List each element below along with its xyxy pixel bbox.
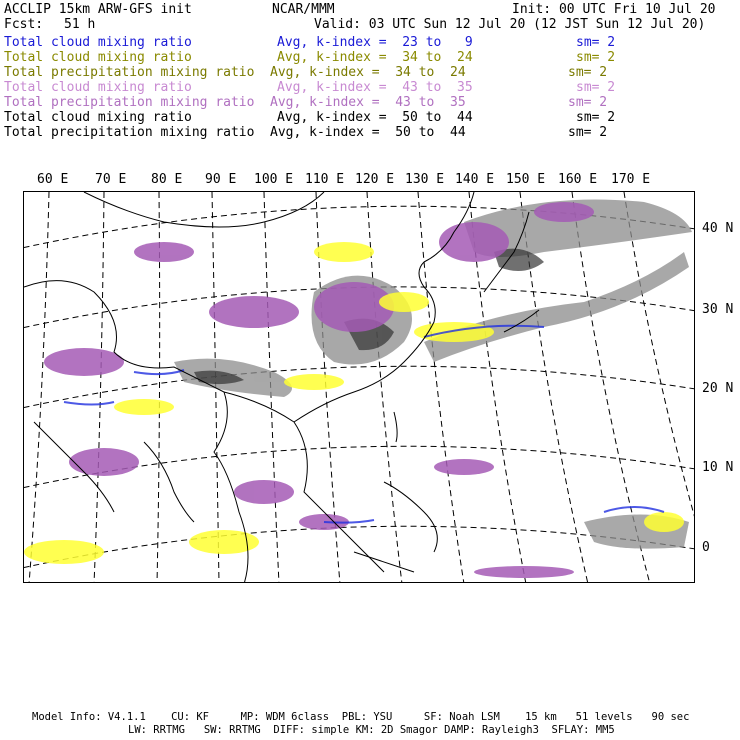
field-sm: sm= 2 (568, 65, 608, 80)
model-info-line2: LW: RRTMG SW: RRTMG DIFF: simple KM: 2D Smagor DAMP: Rayleigh3 SFLAY: MM5 (128, 724, 615, 736)
lon-label: 170 E (611, 172, 651, 187)
center-label: NCAR/MMM (272, 2, 335, 17)
lon-label: 60 E (37, 172, 69, 187)
lon-label: 90 E (205, 172, 237, 187)
field-name: Total cloud mixing ratio (4, 110, 192, 125)
field-range: Avg, k-index = 43 to 35 (277, 80, 473, 95)
field-name: Total precipitation mixing ratio (4, 125, 255, 140)
lat-label: 0 (702, 540, 710, 555)
field-name: Total precipitation mixing ratio (4, 65, 255, 80)
lon-label: 140 E (455, 172, 495, 187)
init-time: Init: 00 UTC Fri 10 Jul 20 (512, 2, 716, 17)
lat-label: 40 N (702, 221, 734, 236)
field-sm: sm= 2 (576, 35, 616, 50)
field-range: Avg, k-index = 43 to 35 (270, 95, 466, 110)
field-range: Avg, k-index = 50 to 44 (277, 110, 473, 125)
field-range: Avg, k-index = 34 to 24 (277, 50, 473, 65)
lon-label: 110 E (305, 172, 345, 187)
lat-label: 10 N (702, 460, 734, 475)
lon-label: 120 E (355, 172, 395, 187)
lon-label: 70 E (95, 172, 127, 187)
field-range: Avg, k-index = 23 to 9 (277, 35, 473, 50)
plot-title: ACCLIP 15km ARW-GFS init (4, 2, 192, 17)
valid-time: Valid: 03 UTC Sun 12 Jul 20 (12 JST Sun 12 Jul 20) (314, 17, 706, 32)
lon-label: 80 E (151, 172, 183, 187)
field-sm: sm= 2 (576, 110, 616, 125)
field-name: Total cloud mixing ratio (4, 80, 192, 95)
lon-label: 150 E (506, 172, 546, 187)
lat-label: 30 N (702, 302, 734, 317)
field-name: Total precipitation mixing ratio (4, 95, 255, 110)
field-name: Total cloud mixing ratio (4, 50, 192, 65)
model-info-line1: Model Info: V4.1.1 CU: KF MP: WDM 6class PBL: YSU SF: Noah LSM 15 km 51 levels 90 sec (32, 711, 690, 723)
field-range: Avg, k-index = 50 to 44 (270, 125, 466, 140)
lon-label: 100 E (254, 172, 294, 187)
lon-label: 160 E (558, 172, 598, 187)
fcst-label: Fcst: (4, 17, 44, 32)
fcst-value: 51 h (64, 17, 96, 32)
field-sm: sm= 2 (568, 95, 608, 110)
forecast-map (23, 191, 695, 583)
field-sm: sm= 2 (576, 50, 616, 65)
field-sm: sm= 2 (576, 80, 616, 95)
lon-label: 130 E (405, 172, 445, 187)
lat-label: 20 N (702, 381, 734, 396)
field-name: Total cloud mixing ratio (4, 35, 192, 50)
map-canvas (24, 192, 695, 583)
field-range: Avg, k-index = 34 to 24 (270, 65, 466, 80)
field-sm: sm= 2 (568, 125, 608, 140)
